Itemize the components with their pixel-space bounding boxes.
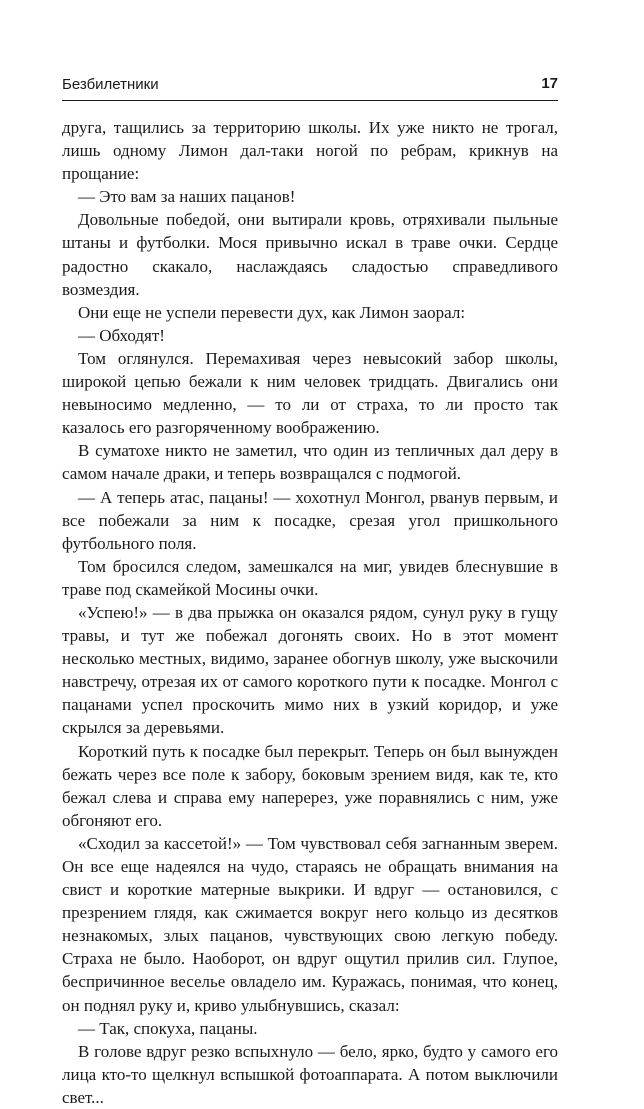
paragraph-11: Короткий путь к посадке был перекрыт. Теперь он был вынужден бежать через все поле к забору, боковым зрением видя, как те, кто бежал слева и справа ему наперерез, уже поравнялись с ним, уже обгоняют его. (62, 741, 558, 830)
running-title: Безбилетники (62, 76, 159, 93)
body-text (62, 116, 558, 1109)
paragraph-5: — Обходят! (78, 325, 165, 345)
paragraph-7: В суматохе никто не заметил, что один из тепличных дал деру в самом начале драки, и теперь возвращался с подмогой. (62, 441, 558, 484)
paragraph-14: В голове вдруг резко вспыхнуло — бело, ярко, будто у самого его лица кто-то щелкнул вспышкой фотоаппарата. А потом выключили свет... (62, 1041, 558, 1107)
paragraph-2: — Это вам за наших пацанов! (78, 187, 296, 207)
page-number: 17 (541, 75, 558, 92)
paragraph-13: — Так, спокуха, пацаны. (78, 1018, 258, 1038)
paragraph-6: Том оглянулся. Перемахивая через невысокий забор школы, широкой цепью бежали к ним человек тридцать. Двигались они невыносимо медленно, — то ли от страха, то ли просто так казалось его разгоряченному воображению. (62, 348, 558, 438)
paragraph-10: «Успею!» — в два прыжка он оказался рядом, сунул руку в гущу травы, и тут же побежал догонять своих. Но в этот момент несколько местных, видимо, заранее обогнув школу, уже выскочили навстречу, отрезая их от самого короткого пути к посадке. Монгол с пацанами успел проскочить мимо них в узкий коридор, и уже скрылся за деревьями. (62, 602, 558, 738)
paragraph-3: Довольные победой, они вытирали кровь, отряхивали пыльные штаны и футболки. Мося привычно искал в траве очки. Сердце радостно скакало, наслаждаясь сладостью справедливого возмездия. (62, 210, 558, 299)
paragraph-8: — А теперь атас, пацаны! — хохотнул Монгол, рванув первым, и все побежали за ним к посадке, срезая угол пришкольного футбольного поля. (62, 487, 558, 553)
paragraph-4: Они еще не успели перевести дух, как Лимон заорал: (78, 302, 466, 322)
paragraph-12: «Сходил за кассетой!» — Том чувствовал себя загнанным зверем. Он все еще надеялся на чудо, стараясь не обращать внимания на свист и короткие матерные выкрики. И вдруг — остановился, с презрением глядя, как сжимается вокруг него кольцо из десятков незнакомых, злых пацанов, чувствующих свою легкую победу. Страха не было. Наоборот, он вдруг ощутил прилив сил. Глупое, беспричинное веселье овладело им. Куражась, понимая, что конец, он поднял руку и, криво улыбнувшись, сказал: (62, 833, 558, 1015)
paragraph-9: Том бросился следом, замешкался на миг, увидев блеснувшие в траве под скамейкой Мосины очки. (62, 556, 558, 599)
page-header (62, 74, 558, 101)
paragraph-1: друга, тащились за территорию школы. Их уже никто не трогал, лишь одному Лимон дал-таки ногой по ребрам, крикнув на прощание: (62, 118, 558, 184)
